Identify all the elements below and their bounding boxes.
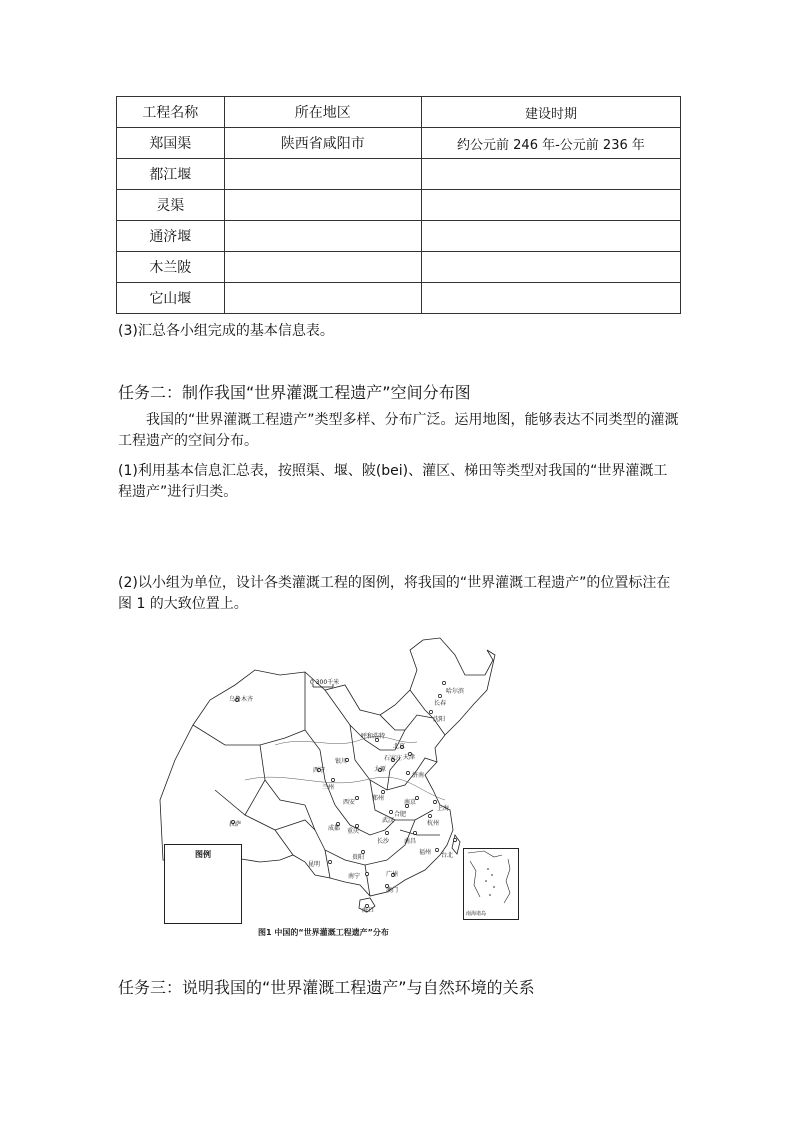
city-label: 杭州	[427, 820, 440, 827]
city-label: 拉萨	[229, 821, 242, 828]
cell-name: 灵渠	[117, 190, 225, 221]
city-label: 海口	[362, 907, 375, 914]
cell-region[interactable]	[224, 159, 421, 190]
task2-question-2: (2)以小组为单位，设计各类灌溉工程的图例，将我国的“世界灌溉工程遗产”的位置标注在图 1 的大致位置上。	[118, 575, 671, 612]
city-label: 北京	[393, 743, 406, 750]
cell-name: 木兰陂	[117, 252, 225, 283]
cell-period[interactable]	[421, 252, 680, 283]
task2-title: 任务二：制作我国“世界灌溉工程遗产”空间分布图	[118, 383, 471, 402]
header-project-name: 工程名称	[117, 97, 225, 128]
inset-map	[464, 849, 518, 909]
cell-period[interactable]	[421, 283, 680, 314]
city-label: 长沙	[377, 838, 390, 845]
info-table	[116, 96, 681, 314]
city-label: 南昌	[404, 838, 417, 845]
cell-name: 它山堰	[117, 283, 225, 314]
cell-period[interactable]	[421, 159, 680, 190]
city-label: 乌鲁木齐	[229, 696, 254, 703]
city-label: 上海	[437, 805, 450, 812]
map-scale-label: 0 300千米	[310, 679, 340, 686]
city-label: 澳门	[386, 887, 399, 894]
table-row	[117, 128, 681, 159]
cell-name: 郑国渠	[117, 128, 225, 159]
table-header-row	[117, 97, 681, 128]
city-label: 武汉	[382, 817, 395, 824]
city-label: 呼和浩特	[361, 733, 386, 740]
city-label: 石家庄	[384, 755, 403, 762]
cell-region[interactable]	[224, 252, 421, 283]
cell-period[interactable]	[421, 190, 680, 221]
cell-period[interactable]	[421, 221, 680, 252]
city-label: 银川	[335, 758, 348, 765]
task2-question-1: (1)利用基本信息汇总表，按照渠、堰、陂(bei)、灌区、梯田等类型对我国的“世界灌溉工程遗产”进行归类。	[118, 463, 668, 500]
city-label: 成都	[328, 825, 341, 832]
map-legend-title: 图例	[195, 850, 211, 859]
header-period: 建设时期	[421, 97, 680, 128]
city-label: 郑州	[372, 795, 385, 802]
table-row	[117, 221, 681, 252]
cell-period: 约公元前 246 年-公元前 236 年	[421, 128, 680, 159]
city-label: 西宁	[313, 767, 326, 774]
city-label: 济南	[412, 772, 425, 779]
cell-region: 陕西省咸阳市	[224, 128, 421, 159]
map-legend-box[interactable]	[164, 844, 242, 924]
city-label: 天津	[403, 754, 416, 761]
map-caption: 图1 中国的“世界灌溉工程遗产”分布	[258, 928, 389, 937]
task2-intro: 我国的“世界灌溉工程遗产”类型多样、分布广泛。运用地图，能够表达不同类型的灌溉工程遗产的空间分布。	[118, 412, 679, 449]
cell-name: 通济堰	[117, 221, 225, 252]
city-label: 合肥	[394, 811, 407, 818]
cell-region[interactable]	[224, 283, 421, 314]
city-label: 台北	[441, 852, 454, 859]
cell-region[interactable]	[224, 221, 421, 252]
city-label: 南京	[404, 799, 417, 806]
city-label: 广州	[386, 871, 399, 878]
city-label: 沈阳	[433, 716, 446, 723]
city-label: 西安	[343, 799, 356, 806]
city-label: 南宁	[348, 873, 361, 880]
table-row	[117, 283, 681, 314]
city-label: 兰州	[322, 784, 335, 791]
step3-text: (3)汇总各小组完成的基本信息表。	[118, 323, 334, 339]
city-label: 长春	[434, 700, 447, 707]
city-label: 福州	[419, 849, 432, 856]
table-row	[117, 252, 681, 283]
inset-label: 南海诸岛	[466, 911, 487, 917]
cell-region[interactable]	[224, 190, 421, 221]
city-label: 贵阳	[352, 854, 365, 861]
city-label: 哈尔滨	[446, 688, 465, 695]
table-row	[117, 190, 681, 221]
south-china-sea-inset	[463, 848, 519, 920]
city-label: 昆明	[308, 861, 321, 868]
city-label: 重庆	[347, 828, 360, 835]
header-region: 所在地区	[224, 97, 421, 128]
cell-name: 都江堰	[117, 159, 225, 190]
city-label: 太原	[374, 766, 387, 773]
table-row	[117, 159, 681, 190]
task3-title: 任务三：说明我国的“世界灌溉工程遗产”与自然环境的关系	[118, 978, 535, 997]
